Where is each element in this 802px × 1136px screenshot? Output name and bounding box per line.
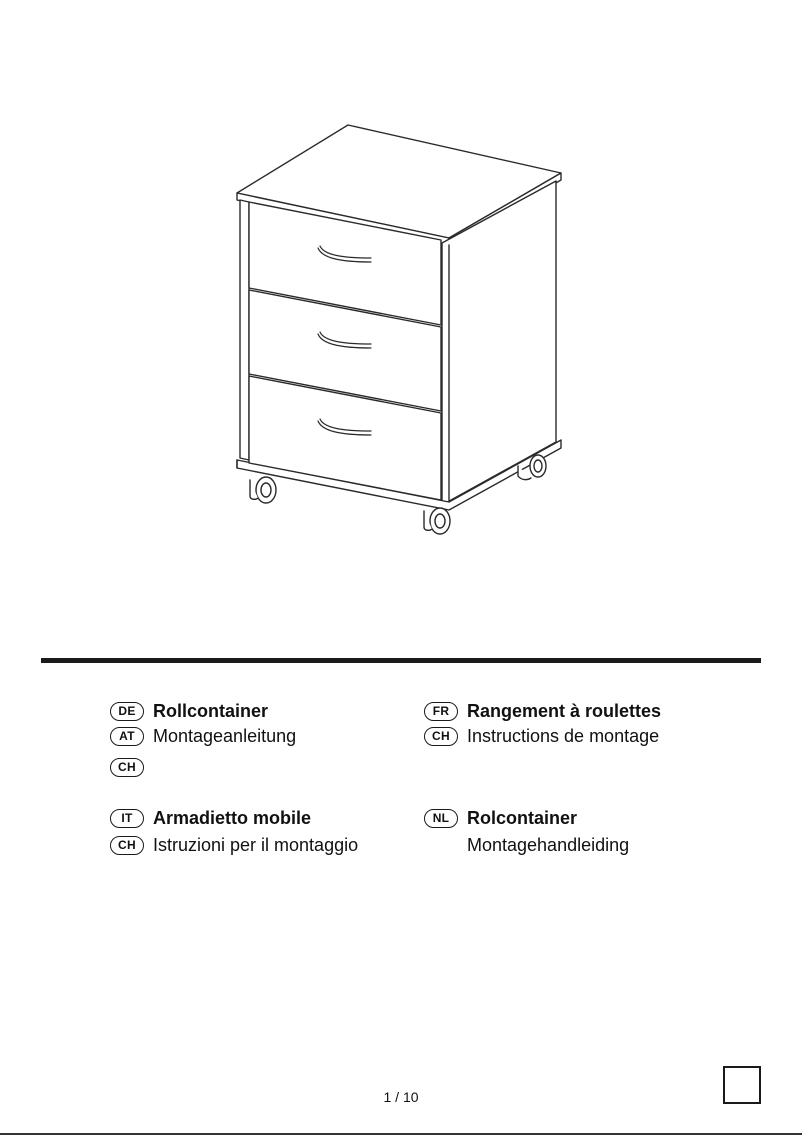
page-number: 1 / 10: [383, 1089, 419, 1105]
country-badge: CH: [110, 836, 144, 855]
country-badge: IT: [110, 809, 144, 828]
product-title: Rollcontainer: [153, 700, 269, 721]
manual-subtitle: Istruzioni per il montaggio: [153, 834, 359, 855]
manual-subtitle: Montageanleitung: [153, 725, 297, 746]
product-title: Rolcontainer: [467, 807, 578, 828]
manual-subtitle: Instructions de montage: [467, 725, 660, 746]
product-title: Rangement à roulettes: [467, 700, 662, 721]
corner-box: [723, 1066, 761, 1104]
country-badge: DE: [110, 702, 144, 721]
country-badge: CH: [424, 727, 458, 746]
country-badge: CH: [110, 758, 144, 777]
country-badge: AT: [110, 727, 144, 746]
product-title: Armadietto mobile: [153, 807, 312, 828]
badge-spacer: [424, 836, 458, 855]
country-badge: NL: [424, 809, 458, 828]
front-post: [240, 200, 249, 460]
manual-subtitle: Montagehandleiding: [467, 834, 630, 855]
drawer-fronts: [249, 202, 441, 500]
country-badge: FR: [424, 702, 458, 721]
section-divider: [41, 658, 761, 663]
page-bottom-line: [0, 1133, 802, 1135]
